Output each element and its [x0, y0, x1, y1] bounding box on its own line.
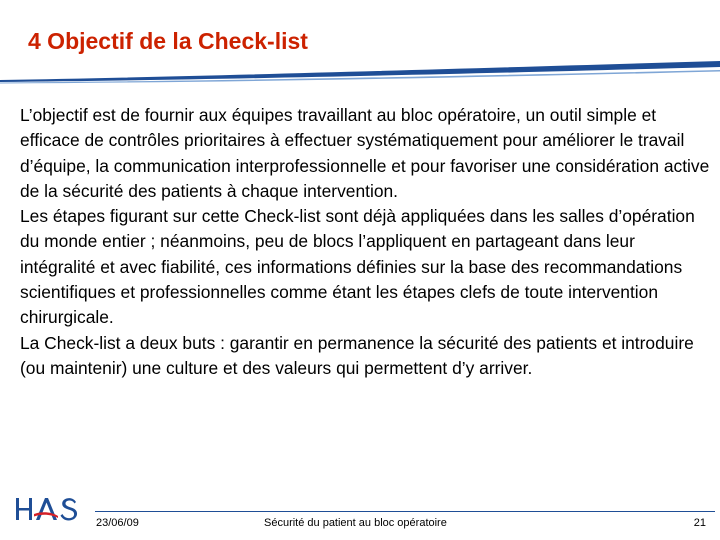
body-text: [20, 103, 714, 381]
page-number: 21: [693, 517, 706, 529]
footer-date: 23/06/09: [96, 517, 139, 529]
paragraph-goals: La Check-list a deux buts : garantir en permanence la sécurité des patients et introduire (ou maintenir) une culture et des valeurs qui permettent d’y arriver.: [20, 332, 694, 378]
header-swoosh: [0, 58, 720, 88]
slide-title: 4 Objectif de la Check-list: [28, 28, 308, 54]
paragraph-objective: L’objectif est de fournir aux équipes travaillant au bloc opératoire, un outil simple et efficace de contrôles prioritaires à effectuer systématiquement pour améliorer le travail d’équipe, la communication interprofessionnelle et pour favoriser une considération active de la sécurité des patients à chaque intervention.: [20, 105, 710, 201]
has-logo: [14, 494, 80, 526]
footer-divider: [95, 511, 715, 512]
footer-title: Sécurité du patient au bloc opératoire: [264, 517, 447, 529]
paragraph-steps: Les étapes figurant sur cette Check-list sont déjà appliquées dans les salles d’opération du monde entier ; néanmoins, peu de blocs l’appliquent en partageant dans leur intégralité et avec fiabilité, ces informations définies sur la base des recommandations scientifiques et professionnelles comme étant les étapes clefs de toute intervention chirurgicale.: [20, 206, 695, 328]
